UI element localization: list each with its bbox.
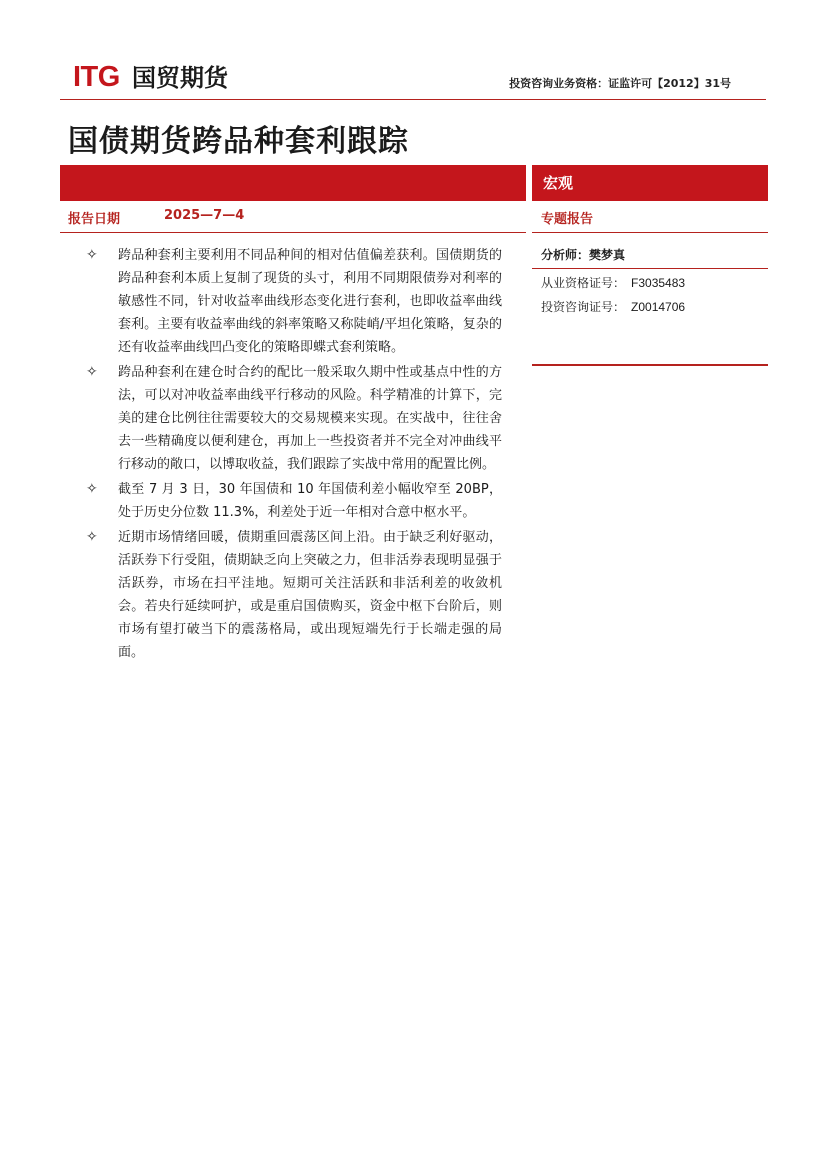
page-title: 国债期货跨品种套利跟踪 bbox=[68, 124, 409, 159]
logo bbox=[73, 60, 120, 94]
title-band bbox=[60, 165, 526, 201]
bullet-item bbox=[86, 361, 502, 476]
bullet-text: 跨品种套利在建仓时合约的配比一般采取久期中性或基点中性的方法，可以对冲收益率曲线平行移动的风险。科学精准的计算下，完美的建仓比例往往需要较大的交易规模来实现。在实战中，往往舍去一些精确度以便利建仓，再加上一些投资者并不完全对冲曲线平行移动的敞口，以博取收益，我们跟踪了实战中常用的配置比例。 bbox=[118, 365, 502, 472]
cert-consult-label: 投资咨询证号： bbox=[541, 300, 626, 314]
summary-bullets bbox=[86, 244, 502, 666]
qualification-text: 投资咨询业务资格：证监许可【2012】31号 bbox=[509, 77, 731, 90]
cert-consult-row bbox=[541, 298, 685, 315]
category-label: 宏观 bbox=[543, 174, 574, 192]
header-divider bbox=[60, 99, 766, 100]
sidebar-bottom-divider bbox=[532, 364, 768, 366]
cert-consult-value: Z0014706 bbox=[631, 300, 686, 314]
date-divider bbox=[60, 232, 526, 233]
analyst-name: 分析师：樊梦真 bbox=[541, 248, 626, 262]
bullet-item bbox=[86, 478, 502, 524]
bullet-text: 近期市场情绪回暖，债期重回震荡区间上沿。由于缺乏利好驱动，活跃券下行受阻，债期缺乏向上突破之力，但非活券表现明显强于活跃券，市场在扫平洼地。短期可关注活跃和非活利差的收敛机会。若央行延续呵护，或是重启国债购买，资金中枢下台阶后，则市场有望打破当下的震荡格局，或出现短端先行于长端走强的局面。 bbox=[118, 530, 502, 660]
report-date-value: 2025—7—4 bbox=[164, 208, 245, 223]
logo-itg-text: ITG bbox=[73, 61, 120, 93]
cert-practice-value: F3035483 bbox=[631, 276, 686, 290]
diamond-bullet-icon: ✧ bbox=[86, 364, 98, 380]
diamond-bullet-icon: ✧ bbox=[86, 247, 98, 263]
bullet-item bbox=[86, 244, 502, 359]
analyst-divider bbox=[532, 268, 768, 269]
bullet-item bbox=[86, 526, 502, 664]
diamond-bullet-icon: ✧ bbox=[86, 529, 98, 545]
logo-company-name: 国贸期货 bbox=[132, 64, 228, 92]
report-type: 专题报告 bbox=[541, 212, 594, 227]
diamond-bullet-icon: ✧ bbox=[86, 481, 98, 497]
report-date-label: 报告日期 bbox=[68, 212, 121, 227]
report-type-divider bbox=[532, 232, 768, 233]
bullet-text: 截至 7 月 3 日，30 年国债和 10 年国债利差小幅收窄至 20BP，处于历史分位数 11.3%，利差处于近一年相对合意中枢水平。 bbox=[118, 482, 502, 520]
cert-practice-row bbox=[541, 274, 685, 291]
cert-practice-label: 从业资格证号： bbox=[541, 276, 626, 290]
bullet-text: 跨品种套利主要利用不同品种间的相对估值偏差获利。国债期货的跨品种套利本质上复制了现货的头寸，利用不同期限债券对利率的敏感性不同，针对收益率曲线形态变化进行套利，也即收益率曲线套利。主要有收益率曲线的斜率策略又称陡峭/平坦化策略，复杂的还有收益率曲线凹凸变化的策略即蝶式套利策略。 bbox=[118, 248, 502, 355]
